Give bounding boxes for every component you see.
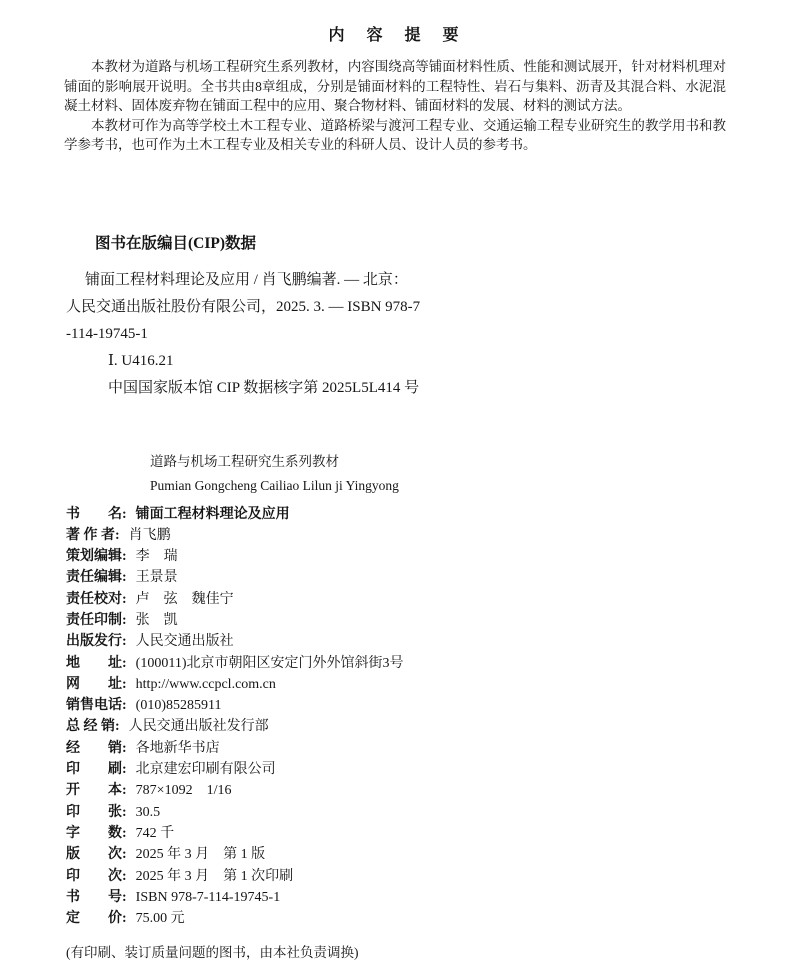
colophon-label: 责任编辑: xyxy=(66,570,127,586)
colophon-value: (100011)北京市朝阳区安定门外外馆斜街3号 xyxy=(135,655,404,671)
colophon-label: 总 经 销: xyxy=(66,719,120,735)
colophon-value: 张 凯 xyxy=(135,612,178,628)
colophon-row-print-supervisor xyxy=(66,610,790,631)
colophon-label: 策划编辑: xyxy=(66,549,127,565)
cip-publisher-line: 人民交通出版社股份有限公司，2025. 3. — ISBN 978-7 xyxy=(66,298,421,315)
colophon-row-distributor xyxy=(66,738,790,759)
series-block xyxy=(150,450,790,498)
colophon-label: 字 数: xyxy=(66,825,127,841)
colophon-label: 定 价: xyxy=(66,911,127,927)
summary-block xyxy=(64,57,726,155)
colophon-value: 北京建宏印刷有限公司 xyxy=(135,762,276,778)
colophon-row-printer xyxy=(66,759,790,780)
cip-title-line: 铺面工程材料理论及应用 / 肖飞鹏编著. — 北京： xyxy=(85,271,408,288)
colophon-value: 人民交通出版社发行部 xyxy=(128,719,269,735)
colophon-row-planning-editor xyxy=(66,546,790,567)
colophon-label: 书 号: xyxy=(66,889,127,905)
colophon-row-address xyxy=(66,653,790,674)
colophon-value: 人民交通出版社 xyxy=(135,634,234,650)
colophon-value: 王景景 xyxy=(135,570,178,586)
colophon-row-general-distributor xyxy=(66,716,790,737)
colophon-label: 著 作 者: xyxy=(66,527,120,543)
colophon-row-publisher xyxy=(66,631,790,652)
colophon-value: 742 千 xyxy=(135,825,175,841)
cip-record-number-line: 中国国家版本馆 CIP 数据核字第 2025L5L414 号 xyxy=(108,379,420,396)
colophon-row-sheets xyxy=(66,802,790,823)
colophon-value: 卢 弦 魏佳宁 xyxy=(135,591,234,607)
cip-heading: 图书在版编目(CIP)数据 xyxy=(95,234,257,252)
colophon-value: ISBN 978-7-114-19745-1 xyxy=(135,889,281,905)
colophon-row-book-title xyxy=(66,504,790,525)
colophon-value: 铺面工程材料理论及应用 xyxy=(135,506,290,522)
colophon-label: 责任印制: xyxy=(66,612,127,628)
colophon-value-url: http://www.ccpcl.com.cn xyxy=(135,676,276,692)
colophon-label: 地 址: xyxy=(66,655,127,671)
colophon-row-printing xyxy=(66,866,790,887)
series-title-pinyin: Pumian Gongcheng Cailiao Lilun ji Yingyong xyxy=(150,477,399,493)
colophon-row-proofreaders xyxy=(66,589,790,610)
colophon-row-sales-phone xyxy=(66,695,790,716)
colophon-label: 责任校对: xyxy=(66,591,127,607)
colophon-label: 出版发行: xyxy=(66,634,127,650)
colophon-label: 网 址: xyxy=(66,676,127,692)
colophon-value: (010)85285911 xyxy=(135,698,222,714)
cip-block xyxy=(66,231,726,402)
colophon-label: 版 次: xyxy=(66,847,127,863)
colophon-list xyxy=(66,504,790,930)
quality-note: (有印刷、装订质量问题的图书，由本社负责调换) xyxy=(66,945,359,961)
series-title-cn: 道路与机场工程研究生系列教材 xyxy=(150,453,339,469)
colophon-label: 书 名: xyxy=(66,506,127,522)
summary-paragraph-2: 本教材可作为高等学校土木工程专业、道路桥梁与渡河工程专业、交通运输工程专业研究生的教学用书和教学参考书，也可作为土木工程专业及相关专业的科研人员、设计人员的参考书。 xyxy=(64,117,726,152)
colophon-row-format xyxy=(66,780,790,801)
colophon-row-author xyxy=(66,525,790,546)
colophon-row-isbn xyxy=(66,887,790,908)
summary-paragraph-1: 本教材为道路与机场工程研究生系列教材，内容围绕高等铺面材料性质、性能和测试展开，针对材料机理对铺面的影响展开说明。全书共由8章组成，分别是铺面材料的工程特性、岩石与集料、沥青及其混合料、水泥混凝土材料、固体废弃物在铺面工程中的应用、聚合物材料、铺面材料的发展、材料的测试方法。 xyxy=(64,59,726,113)
colophon-value: 各地新华书店 xyxy=(135,740,220,756)
colophon-row-responsible-editor xyxy=(66,567,790,588)
cip-isbn-line: -114-19745-1 xyxy=(66,325,148,342)
colophon-row-word-count xyxy=(66,823,790,844)
colophon-label: 印 刷: xyxy=(66,762,127,778)
colophon-value: 2025 年 3 月 第 1 次印刷 xyxy=(135,868,294,884)
colophon-label: 开 本: xyxy=(66,783,127,799)
colophon-value: 2025 年 3 月 第 1 版 xyxy=(135,847,266,863)
colophon-value: 75.00 元 xyxy=(135,911,185,927)
colophon-value: 李 瑞 xyxy=(135,549,178,565)
colophon-label: 印 次: xyxy=(66,868,127,884)
colophon-label: 销售电话: xyxy=(66,698,127,714)
colophon-value: 30.5 xyxy=(135,804,161,820)
colophon-label: 经 销: xyxy=(66,740,127,756)
cip-classification-line: Ⅰ. U416.21 xyxy=(108,352,174,369)
colophon-row-website xyxy=(66,674,790,695)
colophon-value: 787×1092 1/16 xyxy=(135,783,232,799)
colophon-row-edition xyxy=(66,844,790,865)
colophon-row-price xyxy=(66,908,790,929)
colophon-value: 肖飞鹏 xyxy=(128,527,171,543)
summary-title: 内 容 提 要 xyxy=(328,27,462,44)
colophon-label: 印 张: xyxy=(66,804,127,820)
